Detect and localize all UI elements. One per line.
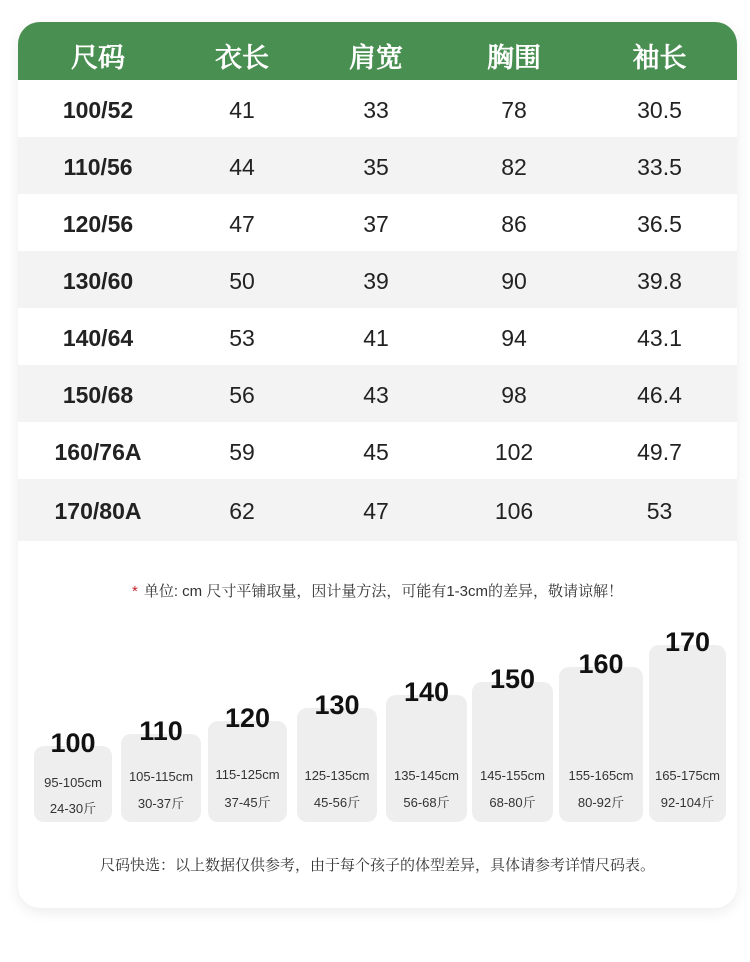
size-guide-height: 95-105cm (44, 775, 102, 790)
cell-size: 110/56 (63, 154, 133, 180)
table-row (18, 308, 737, 365)
cell-shoulder: 35 (363, 154, 389, 180)
header-chest: 胸围 (487, 43, 541, 73)
cell-size: 100/52 (62, 97, 134, 123)
header-length: 衣长 (215, 43, 269, 73)
cell-chest: 78 (501, 97, 527, 123)
size-guide-weight: 30-37斤 (137, 796, 185, 811)
table-body (18, 80, 737, 541)
size-guide-item (34, 728, 112, 822)
cell-sleeve: 30.5 (637, 97, 682, 123)
header-size: 尺码 (71, 43, 125, 73)
size-quick-pick-note: 尺码快选：以上数据仅供参考，由于每个孩子的体型差异，具体请参考详情尺码表。 (99, 857, 655, 874)
cell-shoulder: 33 (363, 97, 389, 123)
size-guide-size: 130 (314, 690, 360, 720)
size-guide-height: 165-175cm (654, 768, 721, 783)
cell-size: 160/76A (54, 439, 142, 465)
asterisk-icon: * (131, 583, 138, 600)
cell-shoulder: 39 (363, 268, 389, 294)
cell-sleeve: 33.5 (637, 154, 682, 180)
cell-sleeve: 39.8 (637, 268, 682, 294)
size-guide-size: 120 (224, 703, 271, 733)
cell-shoulder: 37 (363, 211, 389, 237)
size-guide-item (472, 664, 553, 822)
table-row (18, 80, 737, 137)
cell-length: 47 (229, 211, 255, 237)
size-guide-size: 110 (139, 716, 183, 746)
cell-size: 120/56 (62, 211, 134, 237)
table-row (18, 365, 737, 422)
size-guide-height: 125-135cm (304, 768, 370, 783)
cell-length: 53 (229, 325, 255, 351)
size-guide-height: 155-165cm (568, 768, 634, 783)
size-guide-item (121, 716, 201, 822)
measurement-note (18, 580, 737, 601)
cell-length: 50 (229, 268, 255, 294)
cell-length: 44 (229, 154, 255, 180)
cell-shoulder: 41 (363, 325, 389, 351)
size-guide-size: 170 (664, 627, 711, 657)
size-guide-item (386, 677, 467, 822)
table-row (18, 251, 737, 308)
header-shoulder: 肩宽 (349, 43, 403, 73)
size-guide-size: 100 (50, 728, 96, 758)
cell-size: 150/68 (62, 382, 134, 408)
cell-size: 140/64 (62, 325, 134, 351)
size-guide-item (559, 649, 643, 822)
size-guide-weight: 37-45斤 (224, 795, 271, 810)
cell-chest: 94 (501, 325, 527, 351)
cell-sleeve: 46.4 (637, 382, 682, 408)
table-row (18, 422, 737, 479)
size-guide-item (208, 703, 287, 822)
cell-chest: 98 (501, 382, 527, 408)
size-guide-weight: 56-68斤 (403, 795, 450, 810)
table-header (18, 22, 737, 80)
size-guide-weight: 80-92斤 (577, 795, 625, 810)
size-chart-card (18, 22, 737, 908)
cell-chest: 102 (494, 439, 534, 465)
table-row (18, 479, 737, 541)
size-guide-height: 115-125cm (215, 767, 280, 782)
size-guide-item (297, 690, 377, 822)
cell-sleeve: 53 (646, 498, 673, 524)
cell-sleeve: 43.1 (637, 325, 682, 351)
cell-shoulder: 45 (363, 439, 389, 465)
size-guide (18, 622, 737, 832)
size-guide-size: 140 (403, 677, 450, 707)
cell-length: 59 (229, 439, 255, 465)
size-guide-weight: 92-104斤 (660, 795, 715, 810)
cell-chest: 106 (494, 498, 534, 524)
size-guide-height: 135-145cm (393, 768, 460, 783)
cell-length: 56 (229, 382, 255, 408)
size-guide-height: 105-115cm (128, 769, 194, 784)
table-row (18, 137, 737, 194)
size-guide-weight: 24-30斤 (49, 801, 97, 816)
cell-chest: 82 (501, 154, 527, 180)
cell-sleeve: 49.7 (637, 439, 682, 465)
note-text: 单位: cm 尺寸平铺取量，因计量方法，可能有1-3cm的差异，敬请谅解！ (143, 583, 624, 600)
size-guide-weight: 68-80斤 (489, 795, 536, 810)
cell-chest: 86 (501, 211, 527, 237)
cell-length: 41 (229, 97, 255, 123)
cell-size: 130/60 (62, 268, 134, 294)
size-guide-height: 145-155cm (479, 768, 546, 783)
size-guide-item (649, 627, 726, 822)
size-guide-weight: 45-56斤 (313, 795, 361, 810)
size-guide-size: 160 (578, 649, 624, 679)
cell-size: 170/80A (54, 498, 142, 524)
cell-shoulder: 43 (363, 382, 389, 408)
cell-chest: 90 (501, 268, 527, 294)
cell-shoulder: 47 (363, 498, 389, 524)
header-sleeve: 袖长 (632, 43, 687, 73)
table-row (18, 194, 737, 251)
cell-sleeve: 36.5 (637, 211, 682, 237)
size-guide-size: 150 (489, 664, 536, 694)
cell-length: 62 (229, 498, 255, 524)
